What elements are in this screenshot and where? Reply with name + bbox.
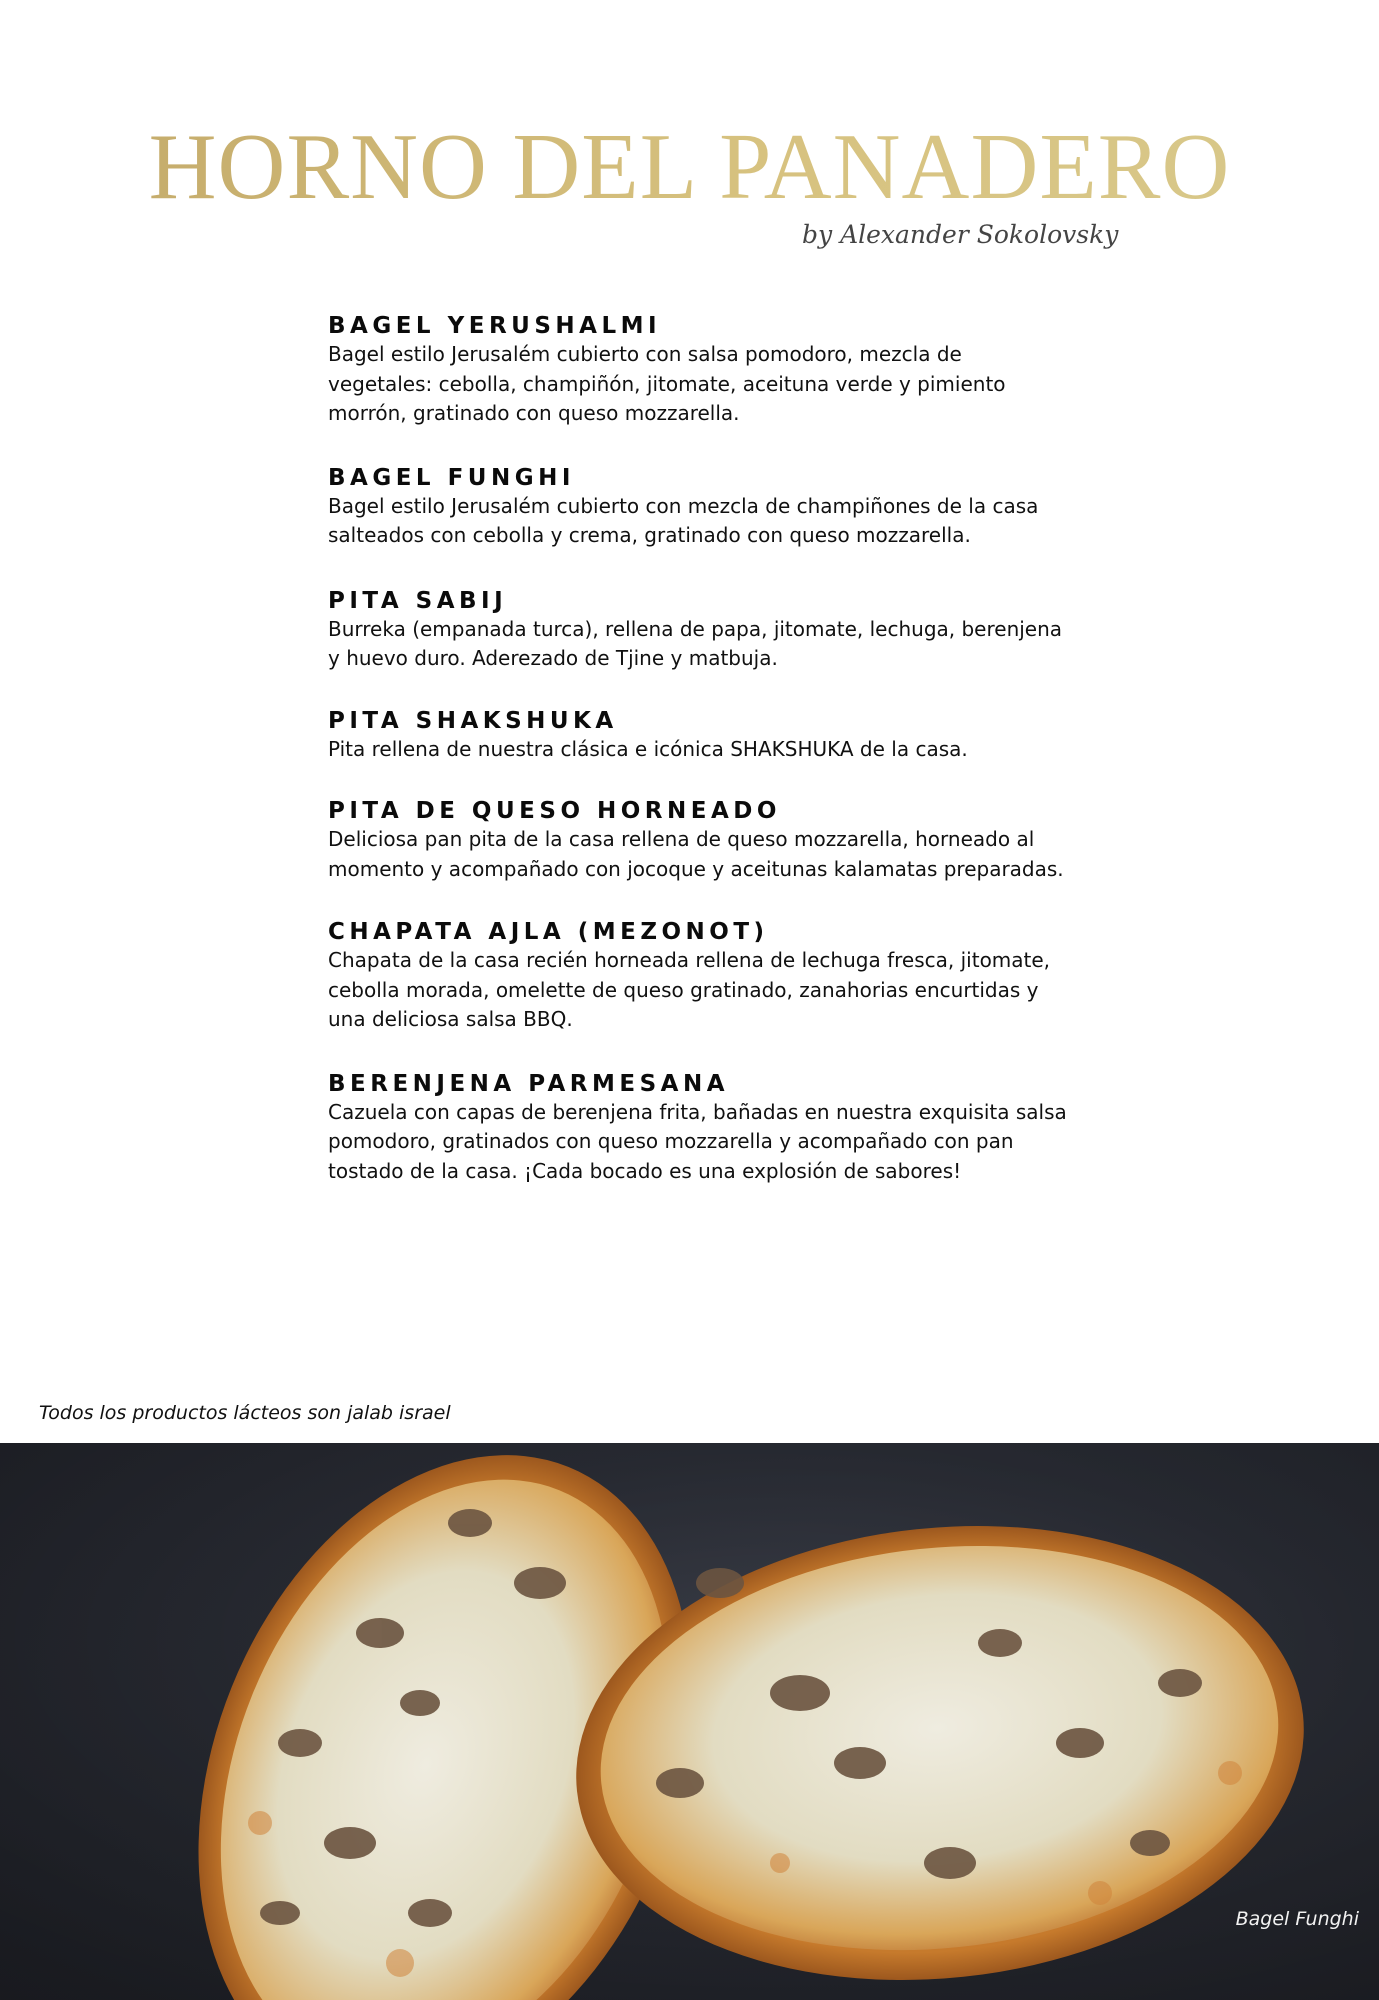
menu-item-description: Pita rellena de nuestra clásica e icónica SHAKSHUKA de la casa. (328, 736, 968, 761)
menu-item (328, 588, 1068, 674)
menu-item (328, 313, 1068, 429)
menu-item-description: Cazuela con capas de berenjena frita, bañadas en nuestra exquisita salsa pomodoro, gratinados con queso mozzarella y acompañado con pan tostado de la casa. ¡Cada bocado es una explosión de sabores! (328, 1099, 1067, 1183)
menu-item-name: BERENJENA PARMESANA (328, 1070, 730, 1097)
bagel-funghi-illustration (0, 1443, 1379, 2000)
menu-item-name: BAGEL FUNGHI (328, 464, 575, 491)
dairy-footnote: Todos los productos lácteos son jalab israel (39, 1402, 451, 1424)
menu-item-description: Burreka (empanada turca), rellena de papa, jitomate, lechuga, berenjena y huevo duro. Aderezado de Tjine y matbuja. (328, 616, 1063, 670)
page-header (0, 115, 1379, 219)
menu-item-description: Bagel estilo Jerusalém cubierto con salsa pomodoro, mezcla de vegetales: cebolla, champiñón, jitomate, aceituna verde y pimiento morrón, gratinado con queso mozzarella. (328, 342, 1006, 425)
menu-item (328, 919, 1068, 1035)
byline: by Alexander Sokolovsky (802, 220, 1119, 249)
menu-list (328, 313, 1068, 1186)
food-photo (0, 1443, 1379, 2000)
photo-caption: Bagel Funghi (1235, 1908, 1359, 1930)
menu-item-name: CHAPATA AJLA (MEZONOT) (328, 919, 769, 945)
menu-item (328, 798, 1068, 884)
menu-item (328, 1071, 1068, 1187)
restaurant-title: HORNO DEL PANADERO (0, 120, 1379, 214)
menu-item-name: PITA SHAKSHUKA (328, 707, 618, 734)
menu-item-description: Deliciosa pan pita de la casa rellena de queso mozzarella, horneado al momento y acompañado con jocoque y aceitunas kalamatas preparadas. (328, 827, 1064, 881)
menu-item-name: BAGEL YERUSHALMI (328, 313, 662, 339)
menu-item-name: PITA SABIJ (328, 587, 508, 614)
menu-item-description: Bagel estilo Jerusalém cubierto con mezcla de champiñones de la casa salteados con cebolla y crema, gratinado con queso mozzarella. (328, 493, 1039, 547)
menu-item (328, 465, 1068, 551)
menu-item-name: PITA DE QUESO HORNEADO (328, 798, 781, 824)
menu-item-description: Chapata de la casa recién horneada rellena de lechuga fresca, jitomate, cebolla morada, omelette de queso gratinado, zanahorias encurtidas y una deliciosa salsa BBQ. (328, 948, 1051, 1031)
menu-item (328, 708, 1068, 765)
